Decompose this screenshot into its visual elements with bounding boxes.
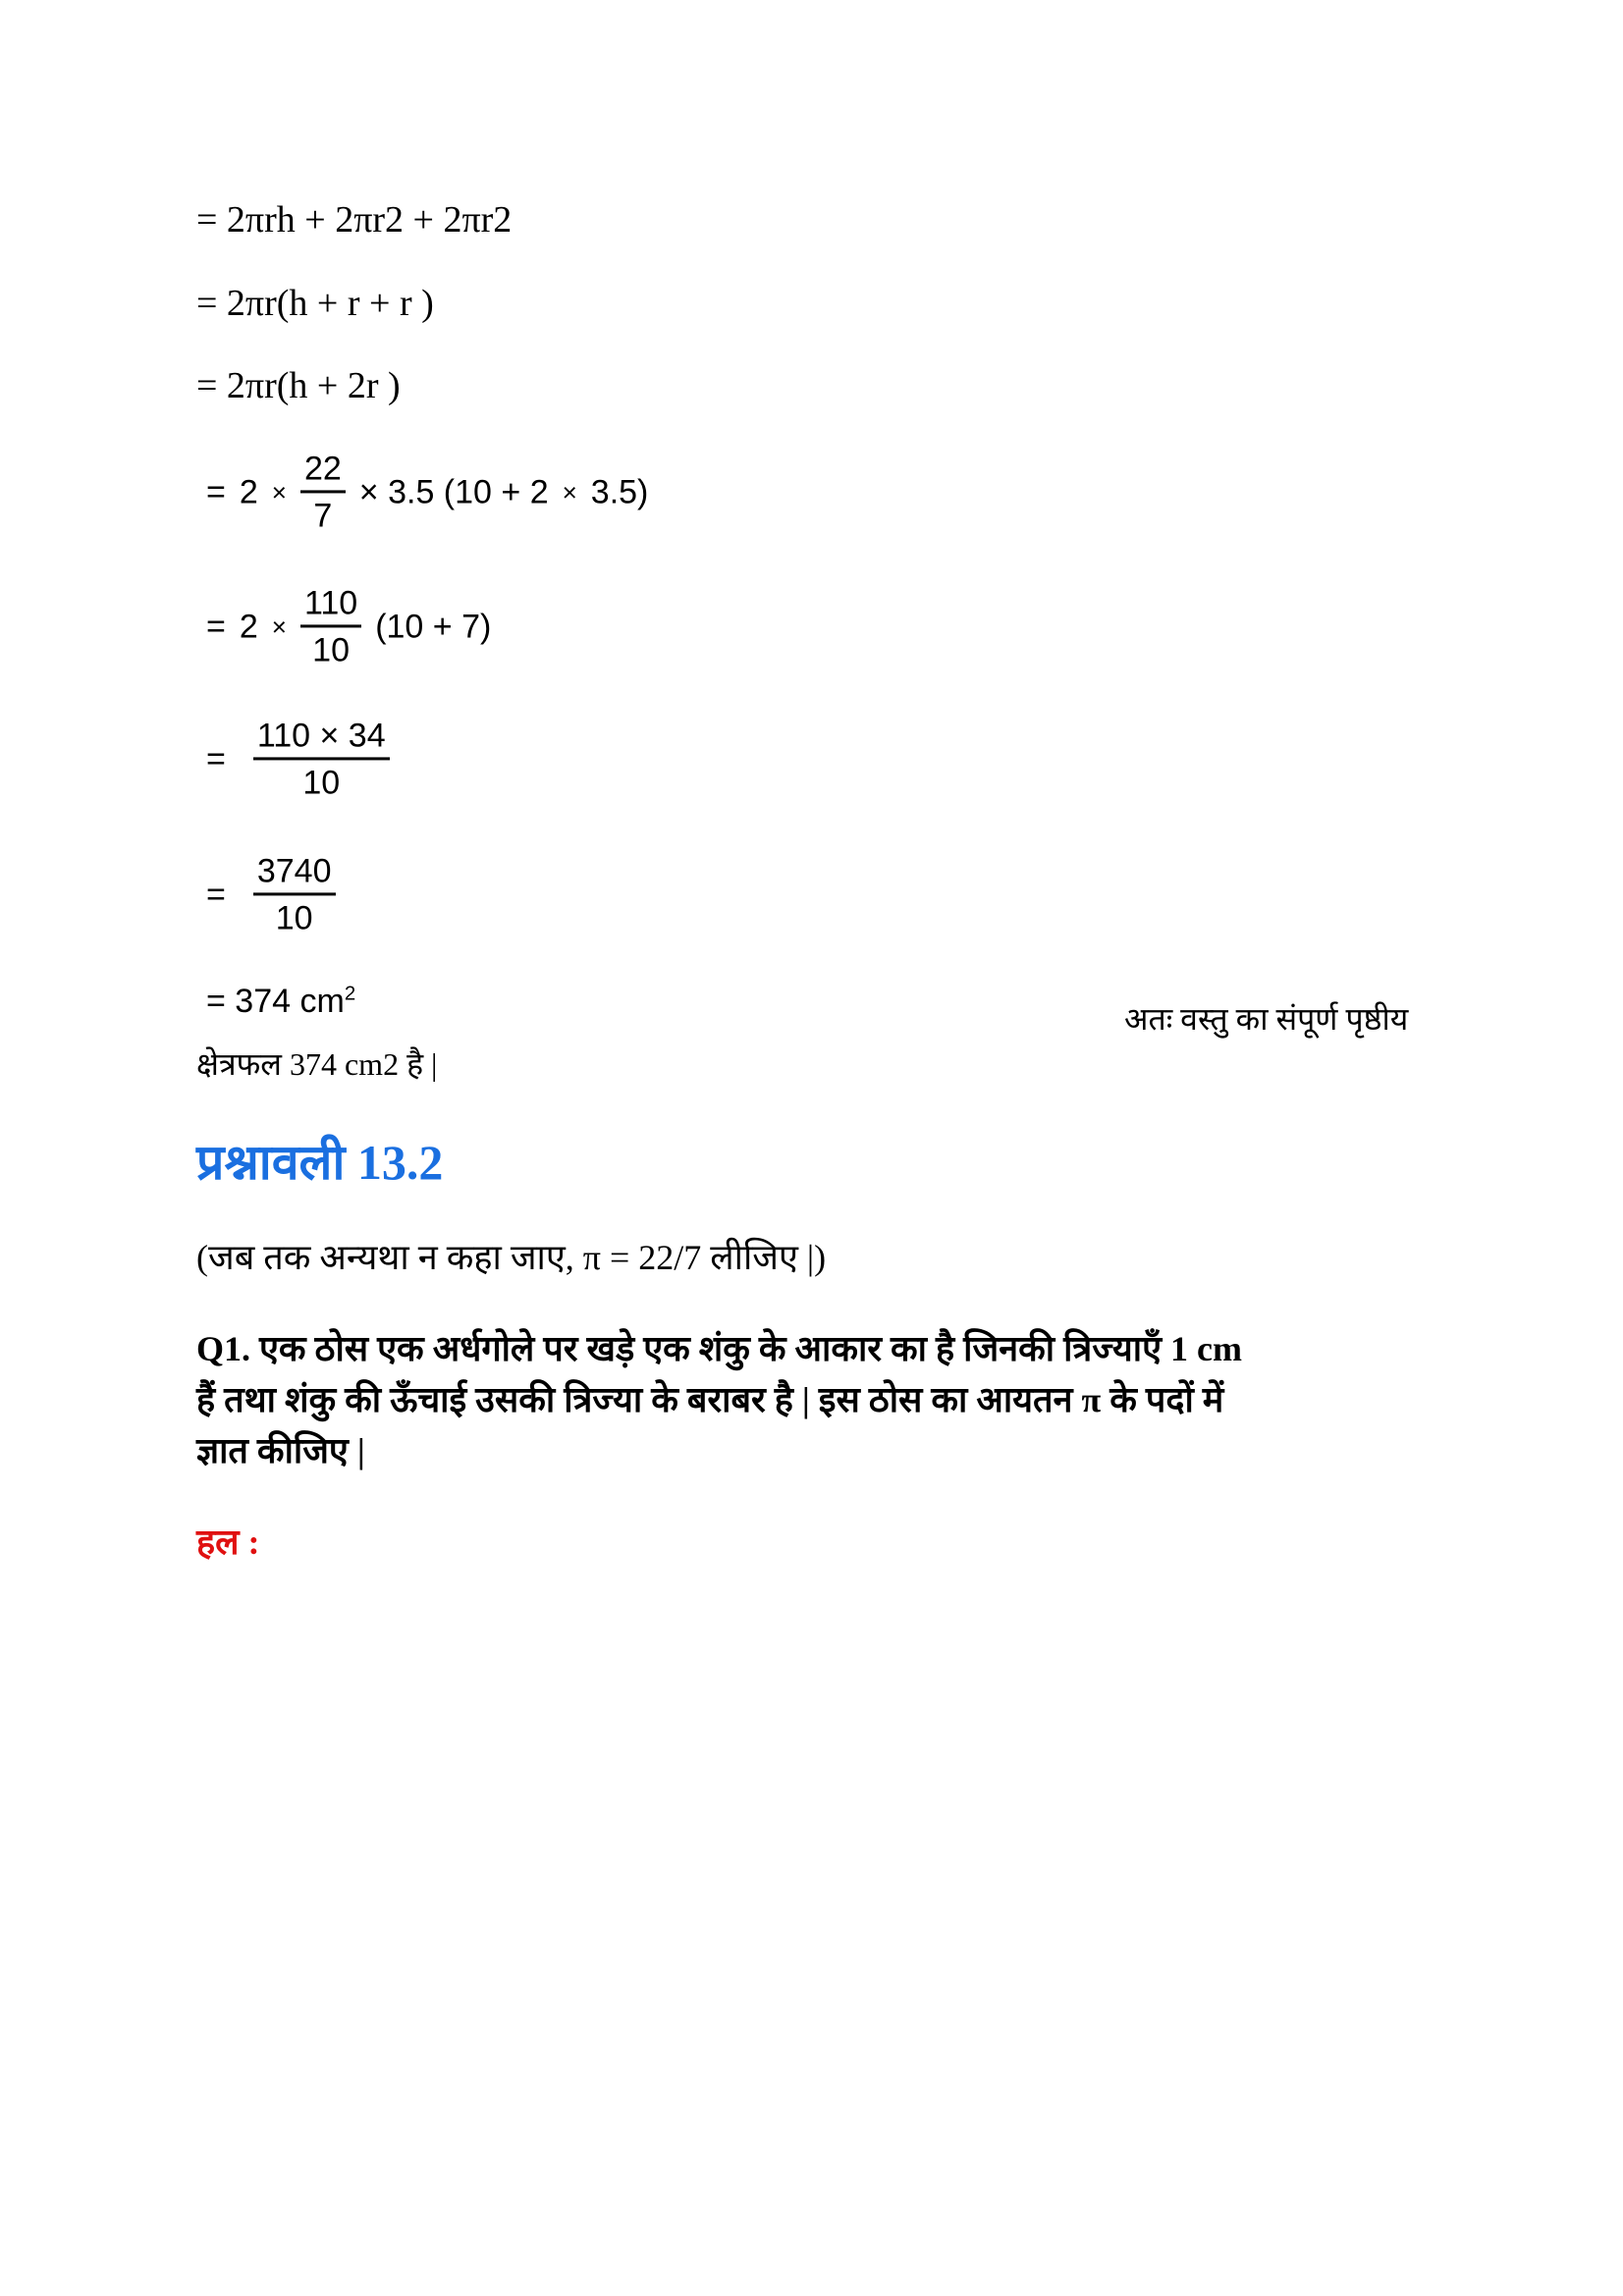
equals: =	[206, 740, 226, 778]
result-value: = 374 cm	[206, 983, 345, 1020]
expression: × 3.5 (10 + 2	[358, 473, 549, 511]
factor: 2	[239, 473, 258, 511]
result-exponent: 2	[344, 983, 356, 1005]
step-line-2: = 2πr(h + r + r )	[196, 283, 434, 324]
step-line-1: = 2πrh + 2πr2 + 2πr2	[196, 199, 513, 240]
times-sign: ×	[271, 612, 287, 642]
numerator: 110 × 34	[253, 717, 390, 760]
factor: 2	[239, 608, 258, 646]
fraction	[253, 717, 390, 802]
exercise-heading: प्रश्नावली 13.2	[196, 1135, 444, 1190]
question-line-2: हैं तथा शंकु की ऊँचाई उसकी त्रिज्या के बराबर है | इस ठोस का आयतन π के पदों में	[196, 1380, 1224, 1419]
equals: =	[206, 473, 226, 511]
fraction	[253, 852, 336, 937]
denominator: 10	[275, 899, 313, 937]
denominator: 10	[302, 764, 341, 802]
denominator: 7	[313, 497, 333, 535]
fraction	[300, 584, 361, 669]
fraction	[300, 450, 346, 535]
step-4	[206, 450, 648, 535]
expression: (10 + 7)	[375, 608, 492, 646]
numerator: 110	[300, 584, 361, 627]
pi-note: (जब तक अन्यथा न कहा जाए, π = 22/7 लीजिए |)	[196, 1238, 827, 1277]
result-line	[206, 983, 355, 1021]
numerator: 22	[300, 450, 346, 493]
equals: =	[206, 608, 226, 646]
step-7	[206, 852, 336, 937]
denominator: 10	[312, 631, 350, 669]
solution-label: हल :	[196, 1522, 260, 1562]
conclusion-right: अतः वस्तु का संपूर्ण पृष्ठीय	[1124, 1001, 1409, 1037]
step-5	[206, 584, 491, 669]
question-line-3: ज्ञात कीजिए |	[196, 1431, 365, 1470]
times-sign: ×	[562, 477, 577, 507]
conclusion-left: क्षेत्रफल 374 cm2 है |	[196, 1046, 438, 1082]
equals: =	[206, 876, 226, 914]
numerator: 3740	[253, 852, 336, 895]
step-line-3: = 2πr(h + 2r )	[196, 365, 401, 406]
step-6	[206, 717, 390, 802]
times-sign: ×	[271, 477, 287, 507]
question-line-1: Q1. एक ठोस एक अर्धगोले पर खड़े एक शंकु के आकार का है जिनकी त्रिज्याएँ 1 cm	[196, 1329, 1242, 1368]
expression: 3.5)	[590, 473, 649, 511]
